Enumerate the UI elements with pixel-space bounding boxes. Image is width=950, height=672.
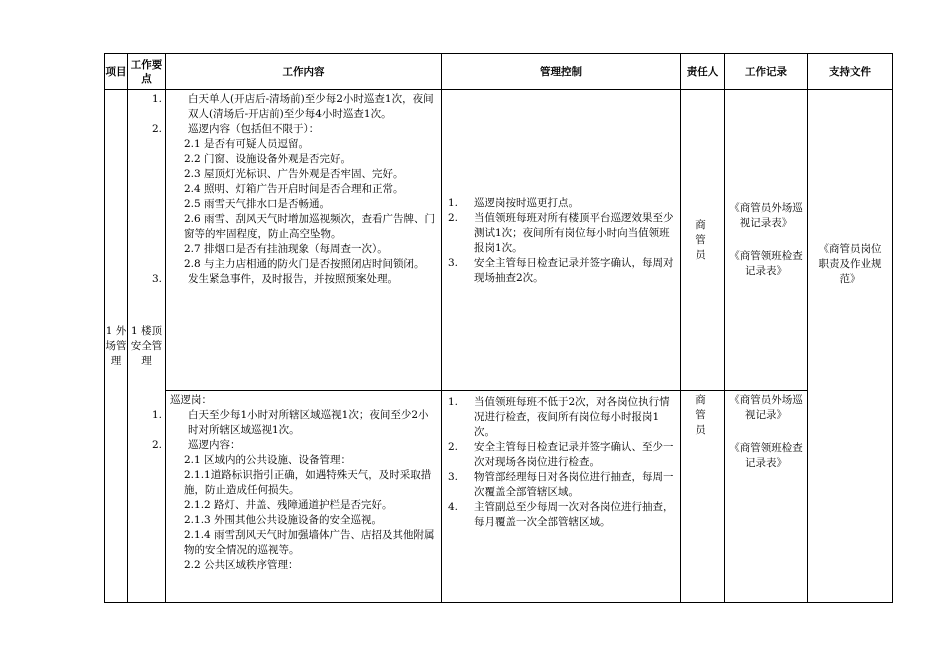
content-subpoint: 2.7 排烟口是否有挂油现象（每周查一次）。 bbox=[184, 243, 388, 255]
record-doc: 《商管领班检查记录表》 bbox=[729, 250, 803, 277]
control-item: 2. 安全主管每日检查记录并签字确认、至少一次对现场各岗位进行检查。 bbox=[448, 441, 674, 468]
content-subpoint: 2.6 雨雪、刮风天气时增加巡视频次，查看广告牌、门窗等的牢固程度，防止高空坠物。 bbox=[184, 213, 436, 240]
record-doc: 《商管领班检查记录表》 bbox=[729, 442, 803, 469]
header-responsible: 责任人 bbox=[681, 54, 725, 90]
content-subpoint: 2.1 区域内的公共设施、设备管理： bbox=[184, 454, 352, 466]
header-row bbox=[105, 54, 893, 90]
control-cell bbox=[442, 90, 681, 391]
control-cell bbox=[442, 391, 681, 603]
content-point: 2. 巡逻内容： bbox=[152, 439, 241, 451]
record-cell bbox=[725, 391, 808, 603]
item-cell: 1 外场管理 bbox=[105, 90, 128, 603]
control-item: 1. 当值领班每班不低于2次，对各岗位执行情况进行检查，夜间所有岗位每小时报岗1次。 bbox=[448, 396, 670, 438]
content-point: 2. 巡逻内容（包括但不限于）： bbox=[152, 123, 320, 135]
content-subpoint: 2.3 屋顶灯光标识、广告外观是否牢固、完好。 bbox=[184, 168, 404, 180]
control-item: 1. 巡逻岗按时巡更打点。 bbox=[448, 197, 579, 209]
table-row bbox=[105, 90, 893, 391]
header-key-point: 工作要点 bbox=[128, 54, 166, 90]
content-subpoint: 2.2 门窗、设施设备外观是否完好。 bbox=[184, 153, 352, 165]
content-subpoint: 2.1.1道路标识指引正确，如遇特殊天气，及时采取措施，防止造成任何损失。 bbox=[184, 469, 432, 496]
header-item: 项目 bbox=[105, 54, 128, 90]
header-control: 管理控制 bbox=[442, 54, 681, 90]
work-standard-table bbox=[104, 53, 893, 603]
table-row bbox=[105, 391, 893, 603]
control-item: 3. 物管部经理每日对各岗位进行抽查，每周一次覆盖全部管辖区域。 bbox=[448, 471, 674, 498]
support-cell: 《商管员岗位职责及作业规范》 bbox=[808, 90, 893, 603]
content-title: 巡逻岗： bbox=[170, 394, 212, 406]
content-point: 3. 发生紧急事件，及时报告，并按照预案处理。 bbox=[152, 273, 398, 285]
header-content: 工作内容 bbox=[166, 54, 442, 90]
header-record: 工作记录 bbox=[725, 54, 808, 90]
content-subpoint: 2.1.3 外围其他公共设施设备的安全巡视。 bbox=[184, 514, 383, 526]
content-subpoint: 2.1.4 雨雪刮风天气时加强墙体广告、店招及其他附属物的安全情况的巡视等。 bbox=[184, 529, 435, 556]
content-subpoint: 2.1 是否有可疑人员逗留。 bbox=[184, 138, 310, 150]
content-cell bbox=[152, 90, 442, 391]
responsible-cell: 商管员 bbox=[681, 391, 725, 603]
content-point: 1. 白天至少每1小时对所辖区域巡视1次；夜间至少2小时对所辖区域巡视1次。 bbox=[152, 409, 429, 436]
content-subpoint: 2.1.2 路灯、井盖、残障通道护栏是否完好。 bbox=[184, 499, 393, 511]
control-item: 3. 安全主管每日检查记录并签字确认，每周对现场抽查2次。 bbox=[448, 257, 674, 284]
content-subpoint: 2.8 与主力店相通的防火门是否按照闭店时间锁闭。 bbox=[184, 258, 425, 270]
record-doc: 《商管员外场巡视记录》 bbox=[729, 394, 803, 421]
control-item: 2. 当值领班每班对所有楼顶平台巡逻效果至少测试1次；夜间所有岗位每小时向当值领班报岗1次。 bbox=[448, 212, 674, 254]
content-cell bbox=[152, 391, 442, 603]
record-cell bbox=[725, 90, 808, 391]
content-point: 1. 白天单人(开店后-清场前)至少每2小时巡查1次，夜间双人(清场后-开店前)至少每4小时巡查1次。 bbox=[152, 93, 434, 120]
content-subpoint: 2.4 照明、灯箱广告开启时间是否合理和正常。 bbox=[184, 183, 404, 195]
key-point-cell: 1 楼顶安全管理 bbox=[128, 90, 166, 603]
content-subpoint: 2.5 雨雪天气排水口是否畅通。 bbox=[184, 198, 331, 210]
header-support: 支持文件 bbox=[808, 54, 893, 90]
record-doc: 《商管员外场巡视记录表》 bbox=[729, 202, 803, 229]
control-item: 4. 主管副总至少每周一次对各岗位进行抽查，每月覆盖一次全部管辖区域。 bbox=[448, 501, 674, 528]
responsible-cell: 商管员 bbox=[681, 90, 725, 391]
content-subpoint: 2.2 公共区域秩序管理： bbox=[184, 559, 299, 571]
